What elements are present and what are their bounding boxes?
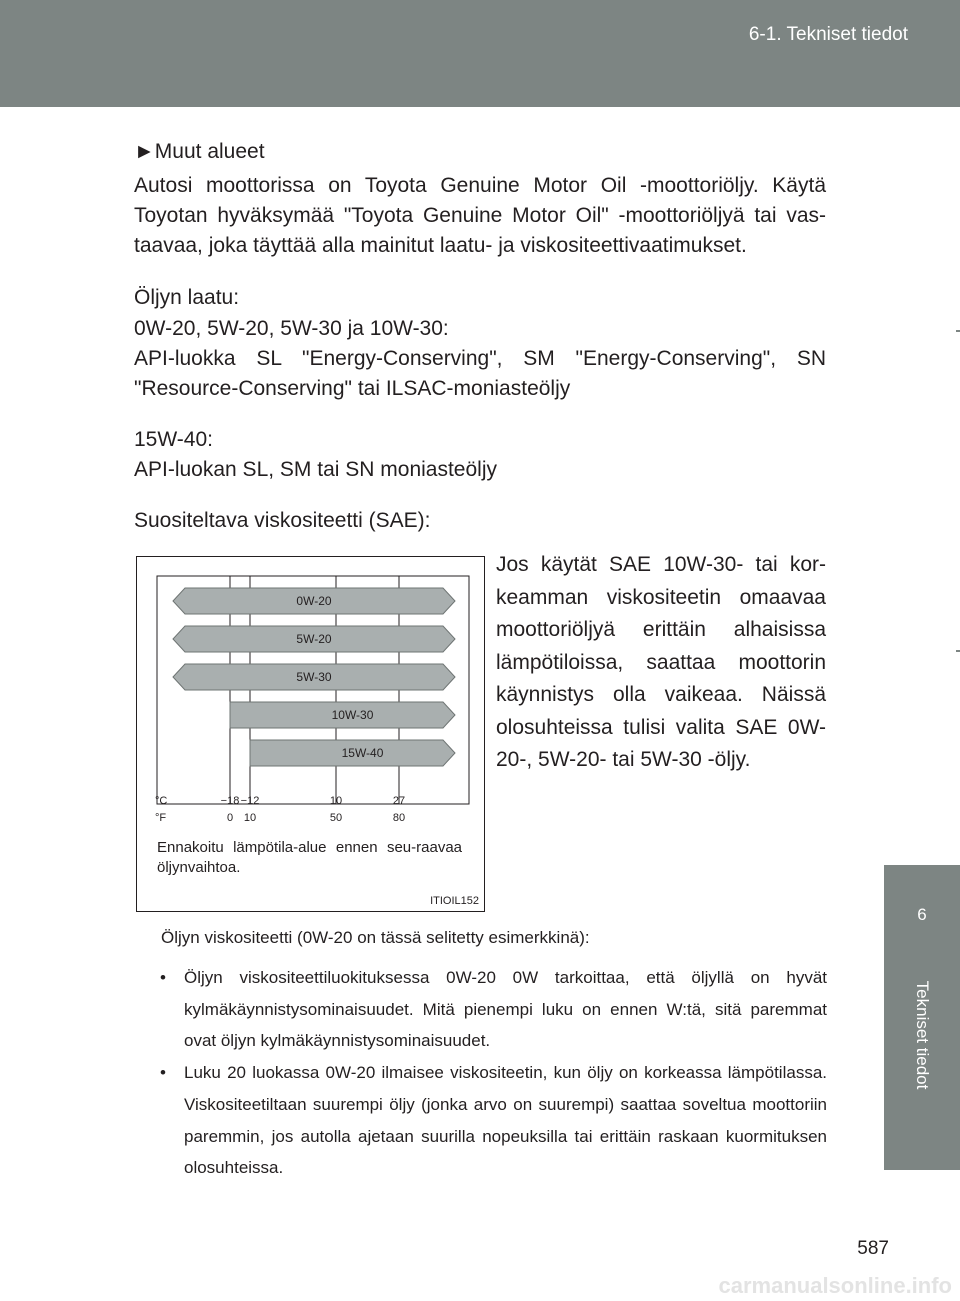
range-bar-label: 5W-30 [296,670,332,684]
edge-tick [956,650,960,652]
fahrenheit-tick-label: 0 [226,812,234,824]
note-intro: Öljyn viskositeetti (0W-20 on tässä selitetty esimerkkinä): [161,928,590,947]
list-item-text: Öljyn viskositeettiluokituksessa 0W-20 0W tarkoittaa, että öljyllä on hyvät kylmäkäynnistysominaisuudet. Mitä pienempi luku on ennen W:tä, sitä paremmat ovat öljyn kylmäkäynnistysominaisuudet. [184,968,827,1051]
chapter-tab [884,865,960,1170]
range-bar-label: 15W-40 [341,746,384,760]
quality-block-2 [134,425,826,485]
chart-caption: Ennakoitu lämpötila-alue ennen seu-raavaa öljynvaihtoa. [157,839,462,876]
top-banner [0,0,960,107]
celsius-tick-label: −12 [240,795,260,807]
section-header: 6-1. Tekniset tiedot [748,24,908,45]
celsius-tick-label: −18 [220,795,240,807]
list-item [160,962,827,1057]
celsius-tick-label: 10 [329,795,343,807]
quality-1-spec: API-luokka SL "Energy-Conserving", SM "Energy-Conserving", SN "Resource-Conserving" tai ILSAC-moniasteöljy [134,347,826,400]
edge-tick [956,330,960,332]
list-item-text: Luku 20 luokassa 0W-20 ilmaisee viskositeetin, kun öljy on korkeassa lämpötilassa. Viskositeetiltaan suurempi öljy (jonka arvo on suurempi) saattaa soveltua moottoriin paremmin, jos autolla ajetaan suurilla nopeuksilla tai erittäin raskaan kuormituksen olosuhteissa. [184,1063,827,1178]
quality-heading: Öljyn laatu: [134,286,240,309]
region-heading [134,140,265,164]
viscosity-heading: Suositeltava viskositeetti (SAE): [134,509,431,532]
viscosity-notes [160,962,827,1184]
quality-2-grades: 15W-40: [134,428,213,451]
celsius-tick-label: 27 [392,795,406,807]
watermark: carmanualsonline.info [718,1273,952,1298]
fahrenheit-tick-label: 10 [243,812,257,824]
quality-2-spec: API-luokan SL, SM tai SN moniasteöljy [134,458,497,481]
quality-1-grades: 0W-20, 5W-20, 5W-30 ja 10W-30: [134,317,449,340]
fahrenheit-unit-label: °F [155,812,167,824]
fahrenheit-tick-label: 80 [392,812,406,824]
range-bar-label: 0W-20 [296,594,332,608]
bullet-marker: • [160,968,166,987]
fahrenheit-tick-label: 50 [329,812,343,824]
range-bar-label: 10W-30 [331,708,374,722]
figure-code: ITIOIL152 [430,895,479,907]
intro-paragraph: Autosi moottorissa on Toyota Genuine Motor Oil -moottoriöljy. Käytä Toyotan hyväksymää "Toyota Genuine Motor Oil" -moottoriöljyä tai vas-taavaa, joka täyttää alla mainitut laatu- ja viskositeettivaatimukset. [134,174,826,257]
chapter-number: 6 [917,905,927,924]
bullet-marker: • [160,1063,166,1083]
celsius-unit-label: °C [155,795,168,807]
list-item [160,1057,827,1184]
side-note: Jos käytät SAE 10W-30- tai kor-keamman viskositeetin omaavaa moottoriöljyä erittäin alhaisissa lämpötiloissa, saattaa moottorin käynnistys olla vaikeaa. Näissä olosuhteissa tulisi valita SAE 0W-20-, 5W-20- tai 5W-30 -öljy. [496,553,826,771]
chapter-label: Tekniset tiedot [913,980,932,1090]
heading-marker: ► [134,140,155,163]
quality-block-1 [134,314,826,404]
heading-text: Muut alueet [154,140,265,163]
page-number: 587 [857,1238,889,1259]
viscosity-chart [136,556,485,912]
range-bar-label: 5W-20 [296,632,332,646]
